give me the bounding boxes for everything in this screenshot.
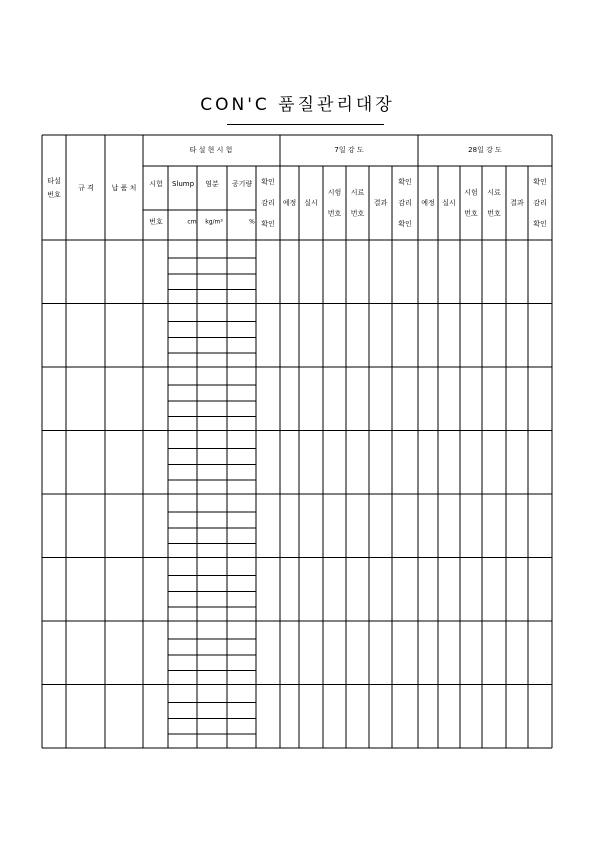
day28-confirm-header: 감리	[533, 199, 547, 207]
sample-no-header: 번호	[149, 218, 163, 226]
day28-test-no-header: 번호	[464, 209, 478, 218]
day7-result-header: 결과	[373, 199, 388, 207]
day28-spec-no-header: 시료	[487, 188, 501, 197]
day7-header: 7일 강 도	[334, 146, 364, 154]
supplier-header: 납 품 처	[111, 184, 137, 192]
day28-confirm-header: 확인	[533, 178, 547, 186]
day7-confirm-header: 확인	[398, 178, 412, 186]
day7-confirm-header: 감리	[398, 199, 412, 207]
spec-header: 규 격	[78, 184, 94, 192]
salt-unit: kg/m³	[205, 218, 223, 226]
day28-planned-header: 예정	[421, 199, 435, 207]
field-confirm-header: 확인	[261, 178, 275, 186]
batch-no-header: 타설	[47, 177, 61, 185]
air-header: 공기량	[231, 180, 253, 188]
air-unit: %	[249, 218, 255, 226]
sample-no-header: 시험	[149, 180, 163, 188]
batch-no-header: 번호	[47, 191, 61, 199]
day28-header: 28일 강 도	[468, 146, 502, 154]
slump-header: Slump	[171, 180, 195, 188]
field-test-header: 타 설 현 시 험	[189, 146, 233, 154]
day28-test-no-header: 시험	[464, 188, 478, 197]
field-confirm-header: 감리	[261, 199, 275, 207]
day7-spec-no-header: 번호	[350, 209, 365, 218]
day7-actual-header: 실시	[304, 199, 318, 207]
document-title: CON'C 품질관리대장	[200, 95, 395, 115]
day7-spec-no-header: 시료	[350, 188, 365, 197]
day7-confirm-header: 확인	[398, 220, 412, 228]
day28-confirm-header: 확인	[533, 220, 547, 228]
day7-test-no-header: 번호	[327, 209, 342, 218]
day28-result-header: 결과	[510, 199, 524, 207]
day7-test-no-header: 시험	[327, 188, 342, 197]
day28-actual-header: 실시	[442, 199, 456, 207]
slump-unit: cm	[187, 218, 197, 226]
salt-header: 염분	[205, 180, 219, 188]
day28-spec-no-header: 번호	[487, 209, 501, 218]
day7-planned-header: 예정	[282, 199, 297, 207]
field-confirm-header: 확인	[261, 220, 275, 228]
